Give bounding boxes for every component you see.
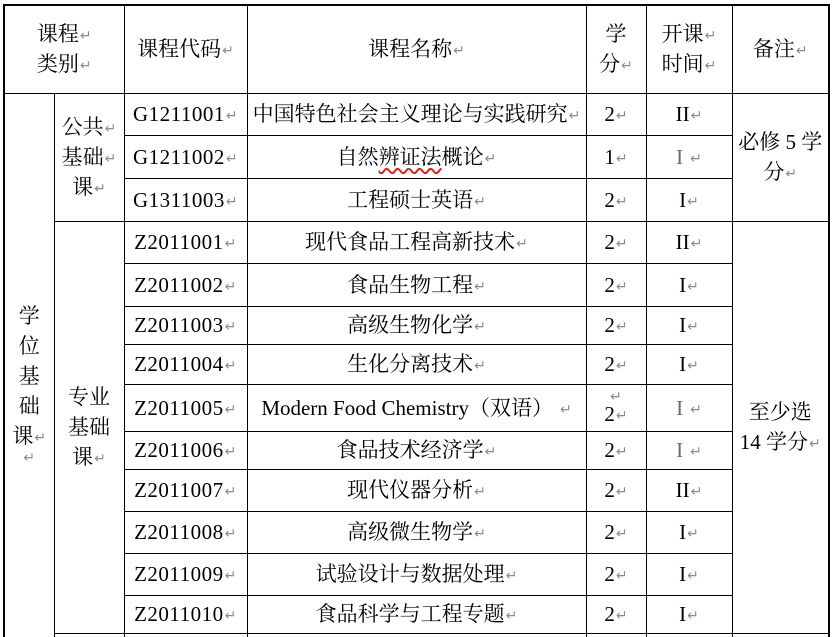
time-text: II xyxy=(675,102,690,126)
line-break-mark: ↵ xyxy=(224,568,237,584)
course-code xyxy=(124,553,247,595)
time-text: II xyxy=(675,478,690,502)
line-break-mark: ↵ xyxy=(615,568,628,584)
misspelled-text: 辨证法 xyxy=(378,144,442,169)
code-text: G1211002 xyxy=(132,144,225,169)
line-break-mark: ↵ xyxy=(559,401,572,418)
note-line: 分 xyxy=(763,160,785,184)
header-time-line2: 时间 xyxy=(661,52,704,77)
credits-text: 2 xyxy=(604,230,615,254)
course-time xyxy=(646,178,732,221)
line-break-mark: ↵ xyxy=(687,193,699,210)
line-break-mark: ↵ xyxy=(687,278,699,295)
course-credits xyxy=(586,511,646,553)
course-credits xyxy=(586,93,646,135)
code-text: Z2011010 xyxy=(134,602,224,626)
course-time xyxy=(646,344,732,384)
header-note xyxy=(732,5,829,93)
name-text: 食品科学与工程专题 xyxy=(315,602,505,626)
line-break-mark: ↵ xyxy=(809,436,821,452)
degree-char: 位 xyxy=(18,333,40,358)
line-break-mark: ↵ xyxy=(225,108,239,124)
header-category-line1: 课程 xyxy=(36,22,79,47)
line-break-mark: ↵ xyxy=(94,181,106,197)
header-course-name xyxy=(247,5,586,93)
code-text: Z2011009 xyxy=(134,562,224,586)
note-line: 至少选 xyxy=(748,400,812,424)
course-code xyxy=(124,93,247,135)
line-break-mark: ↵ xyxy=(690,401,702,418)
course-code xyxy=(124,178,247,221)
header-credits-line2: 分 xyxy=(599,52,621,77)
time-text: I xyxy=(679,313,687,337)
table-row xyxy=(4,431,829,469)
course-code xyxy=(124,263,247,306)
header-code-label: 课程代码 xyxy=(137,37,222,62)
line-break-mark: ↵ xyxy=(615,319,628,335)
line-break-mark: ↵ xyxy=(690,108,703,124)
empty-cell xyxy=(54,633,124,637)
line-break-mark: ↵ xyxy=(94,451,106,467)
line-break-mark: ↵ xyxy=(687,358,699,374)
course-time xyxy=(646,93,732,135)
line-break-mark: ↵ xyxy=(687,319,699,335)
time-text: I xyxy=(676,438,684,462)
table-row xyxy=(4,178,829,221)
line-break-mark: ↵ xyxy=(224,236,237,252)
line-break-mark: ↵ xyxy=(795,43,808,60)
name-text: 中国特色社会主义理论与实践研究 xyxy=(252,102,568,126)
line-break-mark: ↵ xyxy=(615,236,628,252)
code-text: Z2011007 xyxy=(134,478,224,502)
line-break-mark: ↵ xyxy=(484,150,497,167)
course-credits xyxy=(586,135,646,178)
name-text: 概论 xyxy=(441,144,484,169)
professional-line: 基础 xyxy=(68,415,110,439)
table-row xyxy=(4,511,829,553)
line-break-mark: ↵ xyxy=(224,484,237,500)
course-name xyxy=(247,263,586,306)
line-break-mark: ↵ xyxy=(224,401,237,418)
table-row xyxy=(4,221,829,263)
table-row xyxy=(4,553,829,595)
name-text: 高级生物化学 xyxy=(347,313,474,337)
category-professional-basic xyxy=(54,221,124,633)
credits-text: 2 xyxy=(604,187,615,212)
name-text: 现代食品工程高新技术 xyxy=(305,230,516,254)
header-course-code xyxy=(124,5,247,93)
header-time xyxy=(646,5,732,93)
course-credits xyxy=(586,221,646,263)
degree-char: 课 xyxy=(12,423,34,448)
line-break-mark: ↵ xyxy=(615,484,628,500)
line-break-mark: ↵ xyxy=(225,150,239,167)
time-text: I xyxy=(676,144,684,169)
line-break-mark: ↵ xyxy=(79,58,92,75)
header-name-label: 课程名称 xyxy=(368,37,453,62)
course-name xyxy=(247,431,586,469)
line-break-mark: ↵ xyxy=(505,568,518,584)
note-line: 必修 5 学 xyxy=(738,130,823,154)
line-break-mark: ↵ xyxy=(704,58,717,75)
public-line: 基础 xyxy=(61,145,104,169)
credits-text: 2 xyxy=(604,438,615,462)
line-break-mark: ↵ xyxy=(785,166,798,182)
course-table xyxy=(3,4,830,637)
course-name xyxy=(247,511,586,553)
name-text: 食品技术经济学 xyxy=(336,438,484,462)
line-break-mark: ↵ xyxy=(615,526,628,542)
line-break-mark: ↵ xyxy=(474,319,486,335)
course-credits xyxy=(586,595,646,633)
name-text: 生化分离技术 xyxy=(347,352,474,376)
code-text: Z2011003 xyxy=(134,313,224,337)
course-time xyxy=(646,384,732,431)
name-text: 工程硕士英语 xyxy=(347,187,474,212)
time-text: I xyxy=(679,562,687,586)
time-text: I xyxy=(679,272,687,297)
course-code xyxy=(124,595,247,633)
course-credits xyxy=(586,431,646,469)
code-text: Z2011006 xyxy=(134,438,224,462)
course-name xyxy=(247,595,586,633)
credits-text: 2 xyxy=(604,402,615,426)
course-time xyxy=(646,135,732,178)
line-break-mark: ↵ xyxy=(610,389,622,405)
course-time xyxy=(646,469,732,511)
line-break-mark: ↵ xyxy=(690,484,703,500)
credits-text: 2 xyxy=(604,272,615,297)
line-break-mark: ↵ xyxy=(222,43,234,60)
code-text: Z2011002 xyxy=(134,272,224,297)
code-text: Z2011001 xyxy=(134,230,224,254)
table-row xyxy=(4,469,829,511)
line-break-mark: ↵ xyxy=(474,484,486,500)
course-code xyxy=(124,431,247,469)
note-elective-credits xyxy=(732,221,829,633)
course-time xyxy=(646,553,732,595)
course-credits xyxy=(586,553,646,595)
line-break-mark: ↵ xyxy=(224,526,237,542)
line-break-mark: ↵ xyxy=(687,568,699,584)
line-break-mark: ↵ xyxy=(474,278,486,295)
time-text: I xyxy=(679,602,687,626)
line-break-mark: ↵ xyxy=(615,150,628,167)
empty-cell xyxy=(124,633,247,637)
credits-text: 2 xyxy=(604,102,615,126)
table-row xyxy=(4,344,829,384)
course-time xyxy=(646,431,732,469)
code-text: Z2011008 xyxy=(134,520,224,544)
category-degree-basic xyxy=(4,93,54,637)
time-text: I xyxy=(679,520,687,544)
degree-char: 学 xyxy=(18,303,40,328)
name-text: 高级微生物学 xyxy=(347,520,474,544)
course-credits xyxy=(586,306,646,344)
table-row xyxy=(4,93,829,135)
empty-cell xyxy=(586,633,646,637)
header-credits-line1: 学 xyxy=(605,22,627,47)
course-credits xyxy=(586,469,646,511)
course-name xyxy=(247,93,586,135)
line-break-mark: ↵ xyxy=(224,278,237,295)
line-break-mark: ↵ xyxy=(687,526,699,542)
course-name xyxy=(247,344,586,384)
line-break-mark: ↵ xyxy=(34,429,47,446)
course-time xyxy=(646,306,732,344)
table-row-partial xyxy=(4,633,829,637)
credits-text: 1 xyxy=(604,144,615,169)
table-row xyxy=(4,384,829,431)
credits-text: 2 xyxy=(604,602,615,626)
course-name xyxy=(247,553,586,595)
course-name xyxy=(247,178,586,221)
line-break-mark: ↵ xyxy=(79,28,92,45)
course-credits xyxy=(586,263,646,306)
course-name xyxy=(247,221,586,263)
course-credits xyxy=(586,178,646,221)
note-line: 14 学分 xyxy=(739,430,809,454)
degree-char: 础 xyxy=(18,393,40,418)
line-break-mark: ↵ xyxy=(615,108,628,124)
course-name xyxy=(247,306,586,344)
public-line: 公共 xyxy=(61,115,104,139)
credits-text: 2 xyxy=(604,562,615,586)
line-break-mark: ↵ xyxy=(505,608,518,624)
line-break-mark: ↵ xyxy=(615,444,628,460)
name-text: 食品生物工程 xyxy=(347,272,474,297)
header-note-label: 备注 xyxy=(752,37,795,62)
header-course-category xyxy=(4,5,124,93)
name-text: 现代仪器分析 xyxy=(347,478,474,502)
line-break-mark: ↵ xyxy=(690,236,703,252)
line-break-mark: ↵ xyxy=(615,408,628,424)
line-break-mark: ↵ xyxy=(224,608,237,624)
line-break-mark: ↵ xyxy=(104,151,117,167)
line-break-mark: ↵ xyxy=(615,608,628,624)
empty-cell xyxy=(646,633,732,637)
credits-text: 2 xyxy=(604,313,615,337)
professional-line: 课 xyxy=(72,445,94,469)
professional-line: 专业 xyxy=(68,385,110,409)
credits-text: 2 xyxy=(604,478,615,502)
header-time-line1: 开课 xyxy=(661,22,704,47)
line-break-mark: ↵ xyxy=(615,278,628,295)
code-text: G1211001 xyxy=(132,102,225,126)
name-text: 自然 xyxy=(336,144,379,169)
line-break-mark: ↵ xyxy=(224,319,237,335)
credits-text: 2 xyxy=(604,352,615,376)
course-code xyxy=(124,221,247,263)
code-text: G1311003 xyxy=(132,187,225,212)
course-name xyxy=(247,469,586,511)
name-text: Modern Food Chemistry（双语） xyxy=(261,395,553,420)
note-required-credits xyxy=(732,93,829,221)
course-name xyxy=(247,384,586,431)
course-code xyxy=(124,344,247,384)
category-public-basic xyxy=(54,93,124,221)
line-break-mark: ↵ xyxy=(474,358,486,374)
public-line: 课 xyxy=(72,175,94,199)
course-time xyxy=(646,221,732,263)
course-code xyxy=(124,306,247,344)
course-time xyxy=(646,511,732,553)
course-credits xyxy=(586,344,646,384)
line-break-mark: ↵ xyxy=(474,193,486,210)
name-text: 试验设计与数据处理 xyxy=(315,562,505,586)
course-code xyxy=(124,384,247,431)
time-text: II xyxy=(675,230,690,254)
line-break-mark: ↵ xyxy=(690,150,702,167)
line-break-mark: ↵ xyxy=(621,58,633,75)
course-name xyxy=(247,135,586,178)
line-break-mark: ↵ xyxy=(704,28,717,45)
line-break-mark: ↵ xyxy=(568,108,581,124)
table-row xyxy=(4,135,829,178)
course-code xyxy=(124,469,247,511)
line-break-mark: ↵ xyxy=(474,526,486,542)
degree-char: 基 xyxy=(18,363,40,388)
table-row xyxy=(4,595,829,633)
line-break-mark: ↵ xyxy=(516,236,528,252)
course-time xyxy=(646,595,732,633)
line-break-mark: ↵ xyxy=(484,444,497,460)
line-break-mark: ↵ xyxy=(453,43,465,60)
line-break-mark: ↵ xyxy=(224,358,237,374)
empty-cell xyxy=(247,633,586,637)
header-category-line2: 类别 xyxy=(36,52,79,77)
line-break-mark: ↵ xyxy=(615,358,628,374)
line-break-mark: ↵ xyxy=(104,121,117,137)
table-row xyxy=(4,306,829,344)
course-code xyxy=(124,135,247,178)
header-credits xyxy=(586,5,646,93)
time-text: I xyxy=(679,187,687,212)
line-break-mark: ↵ xyxy=(224,444,237,460)
course-time xyxy=(646,263,732,306)
course-credits xyxy=(586,384,646,431)
line-break-mark: ↵ xyxy=(225,193,239,210)
code-text: Z2011005 xyxy=(134,395,224,420)
header-row xyxy=(4,5,829,93)
empty-cell xyxy=(732,633,829,637)
course-code xyxy=(124,511,247,553)
credits-text: 2 xyxy=(604,520,615,544)
time-text: I xyxy=(676,395,684,420)
line-break-mark: ↵ xyxy=(690,444,702,460)
time-text: I xyxy=(679,352,687,376)
line-break-mark: ↵ xyxy=(23,449,36,466)
line-break-mark: ↵ xyxy=(615,193,628,210)
line-break-mark: ↵ xyxy=(687,608,699,624)
code-text: Z2011004 xyxy=(134,352,224,376)
table-row xyxy=(4,263,829,306)
